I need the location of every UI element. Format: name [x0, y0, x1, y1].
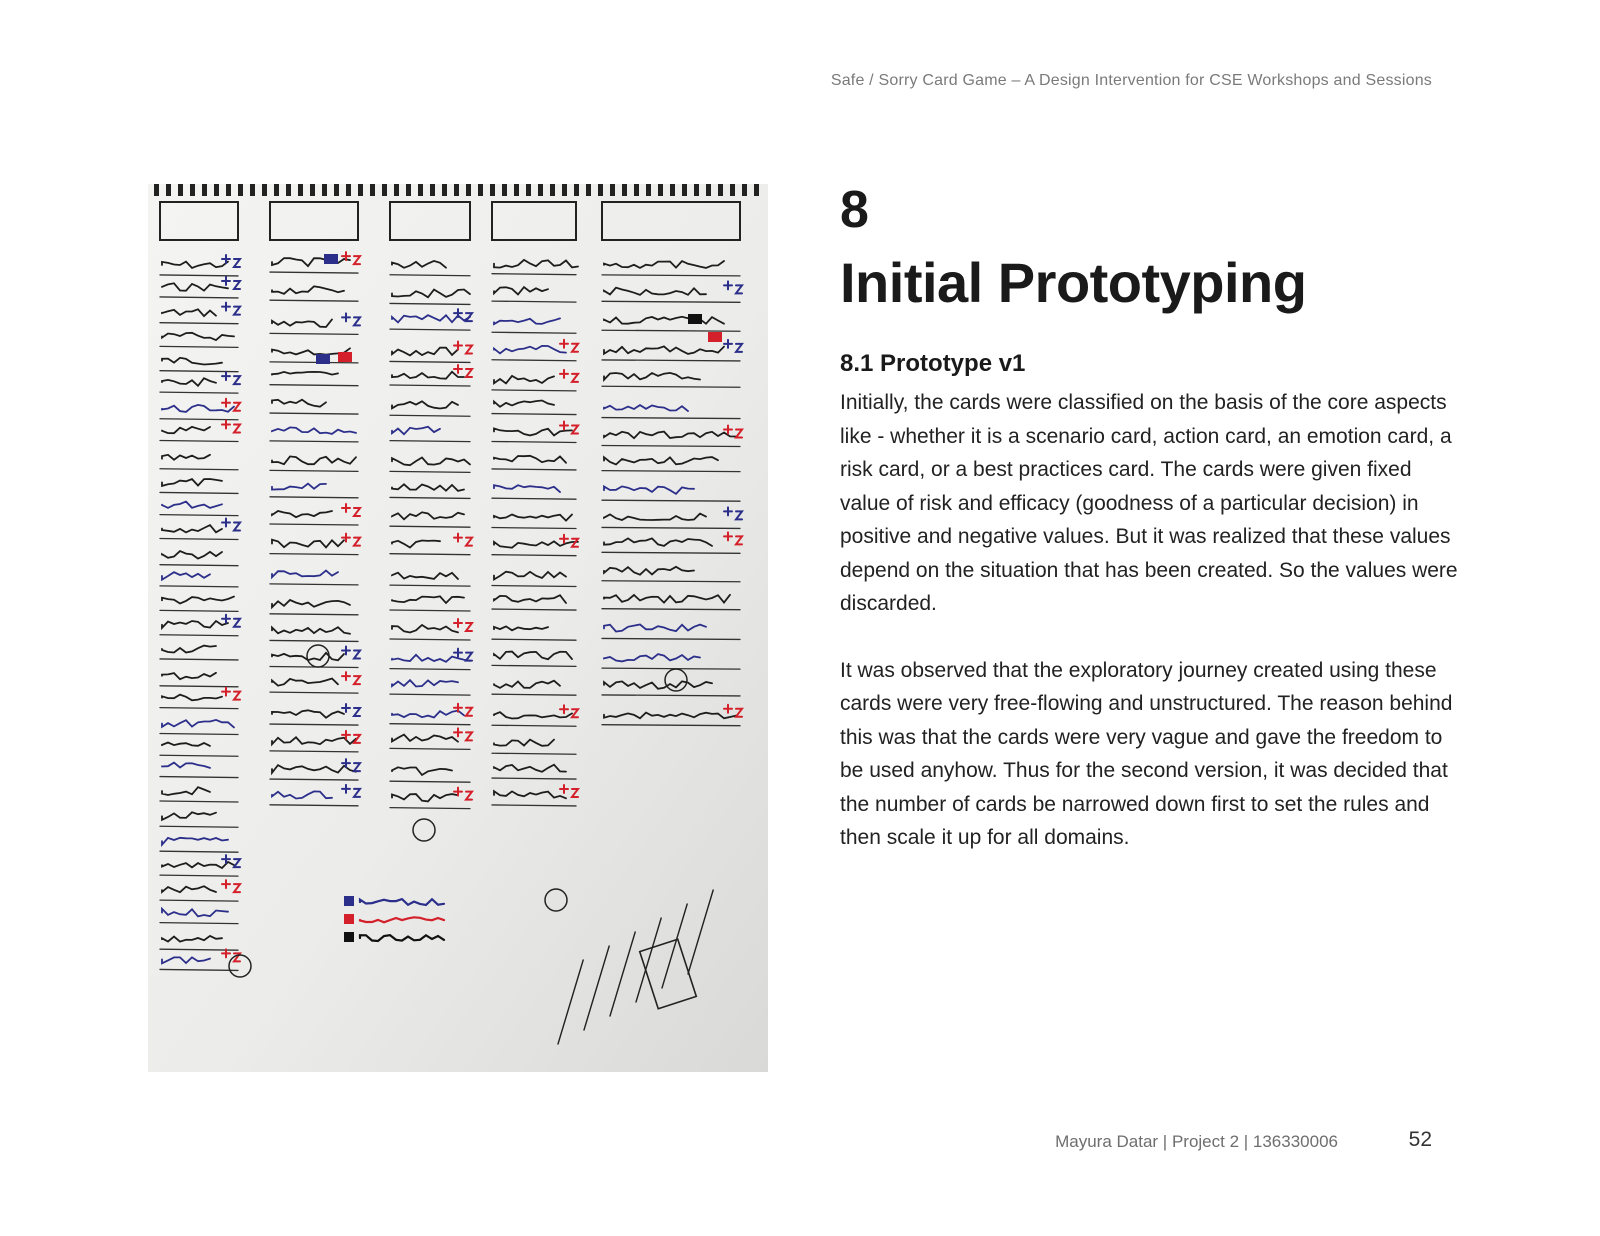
prototype-sketch-photo [148, 184, 768, 1072]
running-header: Safe / Sorry Card Game – A Design Intervention for CSE Workshops and Sessions [830, 72, 1432, 89]
chapter-title: Initial Prototyping [840, 251, 1307, 314]
section-heading: 8.1 Prototype v1 [840, 350, 1026, 377]
footer-author: Mayura Datar | Project 2 | 136330006 [1055, 1132, 1338, 1151]
page-number: 52 [1408, 1128, 1432, 1151]
chapter-number: 8 [840, 181, 869, 239]
body-paragraph-1: Initially, the cards were classified on the basis of the core aspects like - whether it is a scenario card, action card, an emotion card, a risk card, or a best practices card. The cards were given fixed value of risk and efficacy (goodness of a particular decision) in positive and negative values. But it was realized that these values depend on the situation that has been created. So the values were discarded. [840, 391, 1458, 615]
main-content [840, 178, 1460, 888]
body-paragraph-2: It was observed that the exploratory journey created using these cards were very free-flowing and unstructured. The reason behind this was that the cards were very vague and gave the freedom to be used anyhow. Thus for the second version, it was decided that the number of cards be narrowed down first to set the rules and then scale it up for all domains. [840, 658, 1453, 849]
